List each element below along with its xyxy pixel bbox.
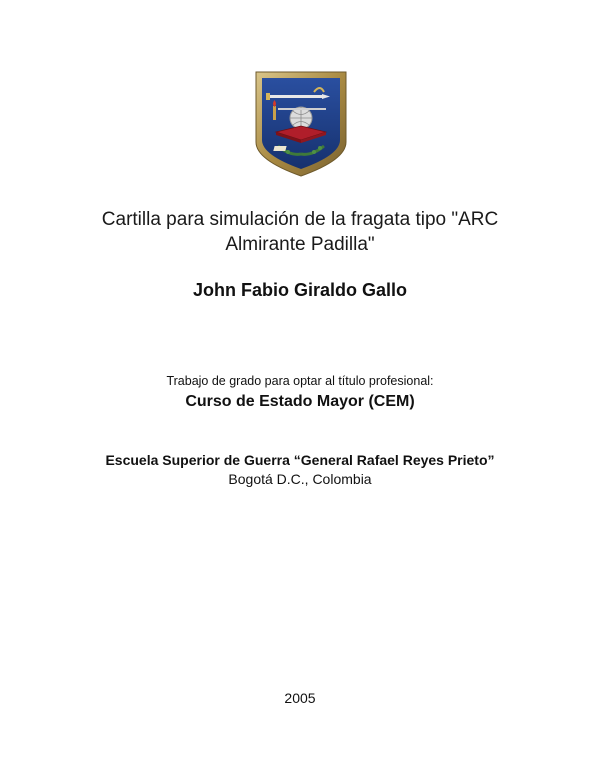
document-title-line-1: Cartilla para simulación de la fragata tipo "ARC bbox=[101, 209, 499, 230]
crest-icon bbox=[254, 70, 348, 178]
author-name: John Fabio Giraldo Gallo bbox=[192, 280, 407, 300]
publication-year: 2005 bbox=[284, 690, 316, 706]
degree-name: Curso de Estado Mayor (CEM) bbox=[185, 393, 415, 410]
document-title-line-2: Almirante Padilla" bbox=[225, 234, 375, 255]
institution-name: Escuela Superior de Guerra “General Rafael Reyes Prieto” bbox=[105, 452, 495, 468]
location-text: Bogotá D.C., Colombia bbox=[228, 471, 372, 487]
degree-intro-text: Trabajo de grado para optar al título profesional: bbox=[166, 374, 434, 388]
document-title bbox=[0, 207, 600, 257]
